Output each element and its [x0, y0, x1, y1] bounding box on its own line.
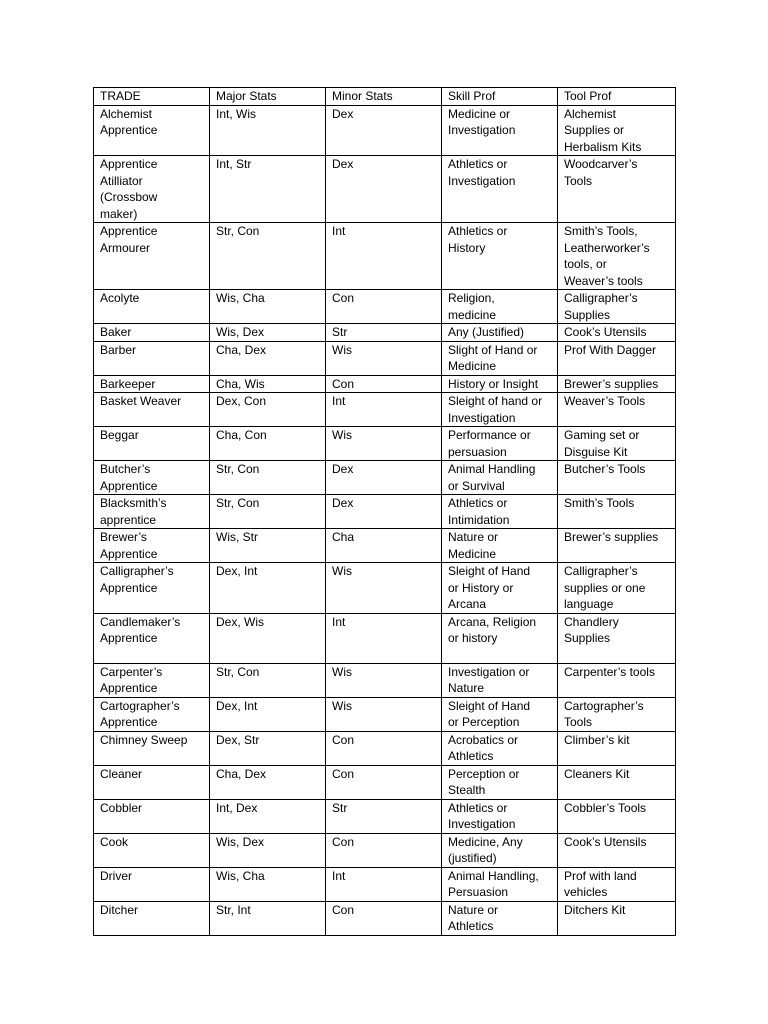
table-cell: History or Insight	[442, 375, 558, 393]
table-cell: Cartographer’s Apprentice	[94, 697, 210, 731]
table-cell: Dex, Int	[210, 563, 326, 614]
header-cell-tool-prof: Tool Prof	[558, 88, 676, 106]
table-cell: Cha, Dex	[210, 341, 326, 375]
table-cell: Barber	[94, 341, 210, 375]
table-cell: Str, Con	[210, 663, 326, 697]
table-cell: Barkeeper	[94, 375, 210, 393]
table-cell: Con	[326, 765, 442, 799]
table-cell: Wis	[326, 697, 442, 731]
table-cell: Sleight of Hand or Perception	[442, 697, 558, 731]
table-row	[94, 223, 676, 290]
table-cell: Butcher’s Apprentice	[94, 461, 210, 495]
table-row	[94, 393, 676, 427]
header-cell-minor-stats: Minor Stats	[326, 88, 442, 106]
table-row	[94, 427, 676, 461]
table-row	[94, 799, 676, 833]
table-cell: Chimney Sweep	[94, 731, 210, 765]
table-row	[94, 341, 676, 375]
table-cell: Perception or Stealth	[442, 765, 558, 799]
table-cell: Gaming set or Disguise Kit	[558, 427, 676, 461]
header-cell-skill-prof: Skill Prof	[442, 88, 558, 106]
table-cell: Chandlery Supplies	[558, 613, 676, 663]
header-cell-major-stats: Major Stats	[210, 88, 326, 106]
table-cell: Cleaner	[94, 765, 210, 799]
table-cell: Con	[326, 901, 442, 935]
table-cell: Str	[326, 799, 442, 833]
table-cell: Calligrapher’s Supplies	[558, 290, 676, 324]
table-row	[94, 156, 676, 223]
table-cell: Calligrapher’s Apprentice	[94, 563, 210, 614]
table-cell: Cleaners Kit	[558, 765, 676, 799]
table-cell: Dex, Con	[210, 393, 326, 427]
table-cell: Carpenter’s Apprentice	[94, 663, 210, 697]
table-cell: Investigation or Nature	[442, 663, 558, 697]
table-row	[94, 461, 676, 495]
table-cell: Str, Int	[210, 901, 326, 935]
header-row	[94, 88, 676, 106]
table-cell: Wis	[326, 663, 442, 697]
table-cell: Str, Con	[210, 461, 326, 495]
table-cell: Athletics or Investigation	[442, 799, 558, 833]
table-cell: Weaver’s Tools	[558, 393, 676, 427]
table-cell: Ditcher	[94, 901, 210, 935]
table-cell: Int, Str	[210, 156, 326, 223]
table-cell: Int	[326, 867, 442, 901]
table-cell: Cook	[94, 833, 210, 867]
table-row	[94, 901, 676, 935]
table-cell: Smith’s Tools	[558, 495, 676, 529]
table-cell: Butcher’s Tools	[558, 461, 676, 495]
table-cell: Str, Con	[210, 495, 326, 529]
table-cell: Medicine, Any (justified)	[442, 833, 558, 867]
table-row	[94, 867, 676, 901]
table-row	[94, 375, 676, 393]
table-cell: Religion, medicine	[442, 290, 558, 324]
table-cell: Calligrapher’s supplies or one language	[558, 563, 676, 614]
table-cell: Sleight of hand or Investigation	[442, 393, 558, 427]
table-cell: Candlemaker’s Apprentice	[94, 613, 210, 663]
table-cell: Cook’s Utensils	[558, 833, 676, 867]
table-cell: Dex	[326, 156, 442, 223]
table-row	[94, 495, 676, 529]
table-cell: Int, Dex	[210, 799, 326, 833]
table-row	[94, 529, 676, 563]
table-row	[94, 697, 676, 731]
header-cell-trade: TRADE	[94, 88, 210, 106]
table-cell: Sleight of Hand or History or Arcana	[442, 563, 558, 614]
table-cell: Acrobatics or Athletics	[442, 731, 558, 765]
table-cell: Carpenter’s tools	[558, 663, 676, 697]
table-cell: Str, Con	[210, 223, 326, 290]
table-cell: Basket Weaver	[94, 393, 210, 427]
table-cell: Any (Justified)	[442, 324, 558, 342]
table-row	[94, 765, 676, 799]
table-cell: Brewer’s supplies	[558, 375, 676, 393]
table-cell: Nature or Medicine	[442, 529, 558, 563]
table-cell: Con	[326, 290, 442, 324]
table-cell: Apprentice Atilliator (Crossbow maker)	[94, 156, 210, 223]
trades-table	[93, 87, 676, 936]
table-cell: Athletics or Investigation	[442, 156, 558, 223]
table-cell: Con	[326, 833, 442, 867]
table-cell: Brewer’s supplies	[558, 529, 676, 563]
table-cell: Int	[326, 223, 442, 290]
table-row	[94, 833, 676, 867]
table-cell: Wis, Cha	[210, 867, 326, 901]
table-cell: Wis, Dex	[210, 833, 326, 867]
table-cell: Dex	[326, 495, 442, 529]
table-cell: Animal Handling or Survival	[442, 461, 558, 495]
table-cell: Nature or Athletics	[442, 901, 558, 935]
table-cell: Alchemist Supplies or Herbalism Kits	[558, 105, 676, 156]
table-cell: Acolyte	[94, 290, 210, 324]
table-cell: Athletics or History	[442, 223, 558, 290]
table-cell: Ditchers Kit	[558, 901, 676, 935]
table-row	[94, 663, 676, 697]
table-cell: Int, Wis	[210, 105, 326, 156]
table-cell: Wis, Cha	[210, 290, 326, 324]
table-row	[94, 324, 676, 342]
table-cell: Woodcarver’s Tools	[558, 156, 676, 223]
table-cell: Climber’s kit	[558, 731, 676, 765]
table-cell: Wis	[326, 427, 442, 461]
table-cell: Brewer’s Apprentice	[94, 529, 210, 563]
table-cell: Animal Handling, Persuasion	[442, 867, 558, 901]
table-cell: Dex, Int	[210, 697, 326, 731]
table-cell: Dex, Wis	[210, 613, 326, 663]
table-cell: Smith’s Tools, Leatherworker’s tools, or Weaver’s tools	[558, 223, 676, 290]
table-cell: Prof with land vehicles	[558, 867, 676, 901]
table-cell: Baker	[94, 324, 210, 342]
table-cell: Cook’s Utensils	[558, 324, 676, 342]
table-cell: Con	[326, 375, 442, 393]
table-cell: Cobbler	[94, 799, 210, 833]
table-cell: Wis, Dex	[210, 324, 326, 342]
table-cell: Arcana, Religion or history	[442, 613, 558, 663]
table-cell: Alchemist Apprentice	[94, 105, 210, 156]
table-cell: Int	[326, 393, 442, 427]
table-cell: Dex, Str	[210, 731, 326, 765]
table-cell: Wis	[326, 341, 442, 375]
table-cell: Cha	[326, 529, 442, 563]
table-cell: Beggar	[94, 427, 210, 461]
table-cell: Dex	[326, 461, 442, 495]
table-cell: Medicine or Investigation	[442, 105, 558, 156]
table-cell: Blacksmith’s apprentice	[94, 495, 210, 529]
table-cell: Cha, Wis	[210, 375, 326, 393]
table-cell: Apprentice Armourer	[94, 223, 210, 290]
table-row	[94, 731, 676, 765]
table-cell: Cha, Dex	[210, 765, 326, 799]
table-cell: Driver	[94, 867, 210, 901]
table-cell: Int	[326, 613, 442, 663]
table-row	[94, 105, 676, 156]
table-cell: Performance or persuasion	[442, 427, 558, 461]
table-cell: Cobbler’s Tools	[558, 799, 676, 833]
table-cell: Prof With Dagger	[558, 341, 676, 375]
table-cell: Str	[326, 324, 442, 342]
table-cell: Wis, Str	[210, 529, 326, 563]
table-cell: Con	[326, 731, 442, 765]
table-row	[94, 563, 676, 614]
table-cell: Cartographer’s Tools	[558, 697, 676, 731]
table-cell: Slight of Hand or Medicine	[442, 341, 558, 375]
table-row	[94, 613, 676, 663]
table-cell: Athletics or Intimidation	[442, 495, 558, 529]
table-cell: Cha, Con	[210, 427, 326, 461]
table-cell: Dex	[326, 105, 442, 156]
table-cell: Wis	[326, 563, 442, 614]
table-row	[94, 290, 676, 324]
